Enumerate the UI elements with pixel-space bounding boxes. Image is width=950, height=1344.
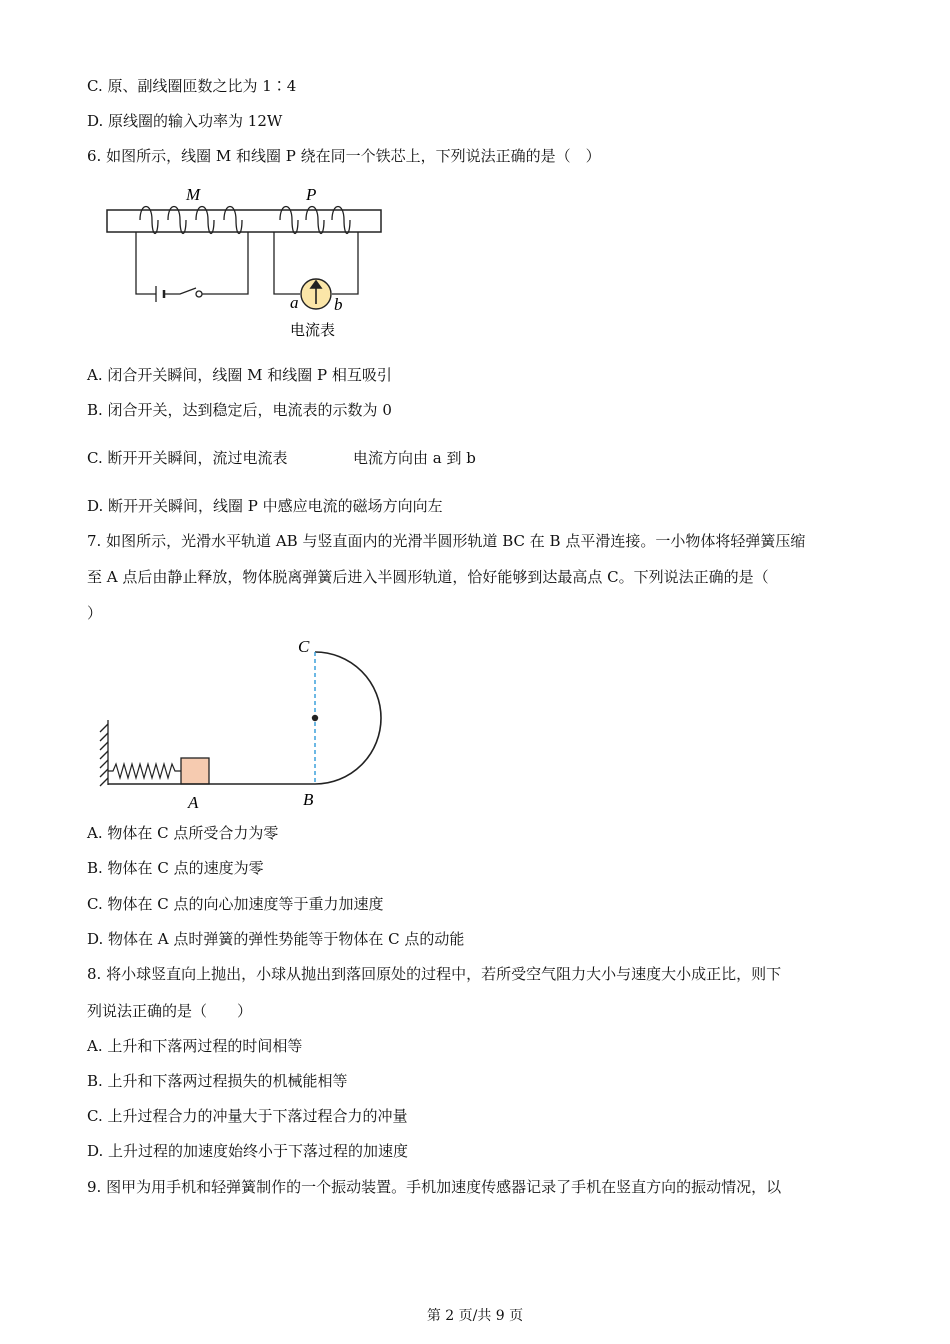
q5-option-c: C. 原、副线圈匝数之比为 1∶4 [87, 77, 297, 95]
q8-option-c: C. 上升过程合力的冲量大于下落过程合力的冲量 [87, 1107, 408, 1125]
q7-stem-line1: 7. 如图所示，光滑水平轨道 AB 与竖直面内的光滑半圆形轨道 BC 在 B 点平滑连接。一小物体将轻弹簧压缩 [87, 532, 806, 550]
q6-option-c-part1: C. 断开开关瞬间，流过电流表 [87, 449, 288, 467]
page-footer: 第 2 页/共 9 页 [426, 1308, 524, 1324]
label-b: b [334, 295, 343, 314]
q9-stem-line1: 9. 图甲为用手机和轻弹簧制作的一个振动装置。手机加速度传感器记录了手机在竖直方向的振动情况，以 [87, 1178, 782, 1196]
label-b-point: B [303, 790, 314, 809]
q7-stem-line3: ） [87, 604, 103, 622]
q8-stem-line1: 8. 将小球竖直向上抛出，小球从抛出到落回原处的过程中，若所受空气阻力大小与速度大小成正比，则下 [87, 965, 782, 983]
q8-option-b: B. 上升和下落两过程损失的机械能相等 [87, 1072, 348, 1090]
q6-option-b: B. 闭合开关，达到稳定后，电流表的示数为 0 [87, 401, 392, 419]
q6-option-a: A. 闭合开关瞬间，线圈 M 和线圈 P 相互吸引 [87, 366, 392, 384]
circuit-m [136, 232, 248, 302]
q7-track-figure [95, 630, 395, 815]
wall [100, 720, 108, 786]
q7-option-d: D. 物体在 A 点时弹簧的弹性势能等于物体在 C 点的动能 [87, 930, 465, 948]
q6-option-c-part2: 电流方向由 a 到 b [353, 449, 476, 467]
block [181, 758, 209, 784]
q7-option-b: B. 物体在 C 点的速度为零 [87, 859, 264, 877]
label-a: a [290, 293, 299, 312]
label-p: P [306, 185, 317, 204]
spring [108, 764, 181, 778]
label-a-point: A [188, 793, 199, 812]
q8-stem-line2: 列说法正确的是（ ） [87, 1002, 253, 1020]
label-c: C [298, 637, 310, 656]
q8-option-a: A. 上升和下落两过程的时间相等 [87, 1037, 303, 1055]
semicircle-track [315, 652, 381, 784]
center-point [312, 715, 318, 721]
iron-core [107, 210, 381, 232]
q6-coil-figure [100, 180, 390, 350]
label-m: M [186, 185, 201, 204]
q7-option-c: C. 物体在 C 点的向心加速度等于重力加速度 [87, 895, 384, 913]
q8-option-d: D. 上升过程的加速度始终小于下落过程的加速度 [87, 1142, 409, 1160]
q7-option-a: A. 物体在 C 点所受合力为零 [87, 824, 279, 842]
ammeter-caption: 电流表 [290, 321, 336, 339]
q7-stem-line2: 至 A 点后由静止释放，物体脱离弹簧后进入半圆形轨道，恰好能够到达最高点 C。下列说法正确的是（ [87, 568, 769, 586]
q5-option-d: D. 原线圈的输入功率为 12W [87, 112, 283, 130]
q6-stem: 6. 如图所示，线圈 M 和线圈 P 绕在同一个铁芯上，下列说法正确的是（ ） [87, 147, 601, 165]
q6-option-d: D. 断开开关瞬间，线圈 P 中感应电流的磁场方向向左 [87, 497, 443, 515]
